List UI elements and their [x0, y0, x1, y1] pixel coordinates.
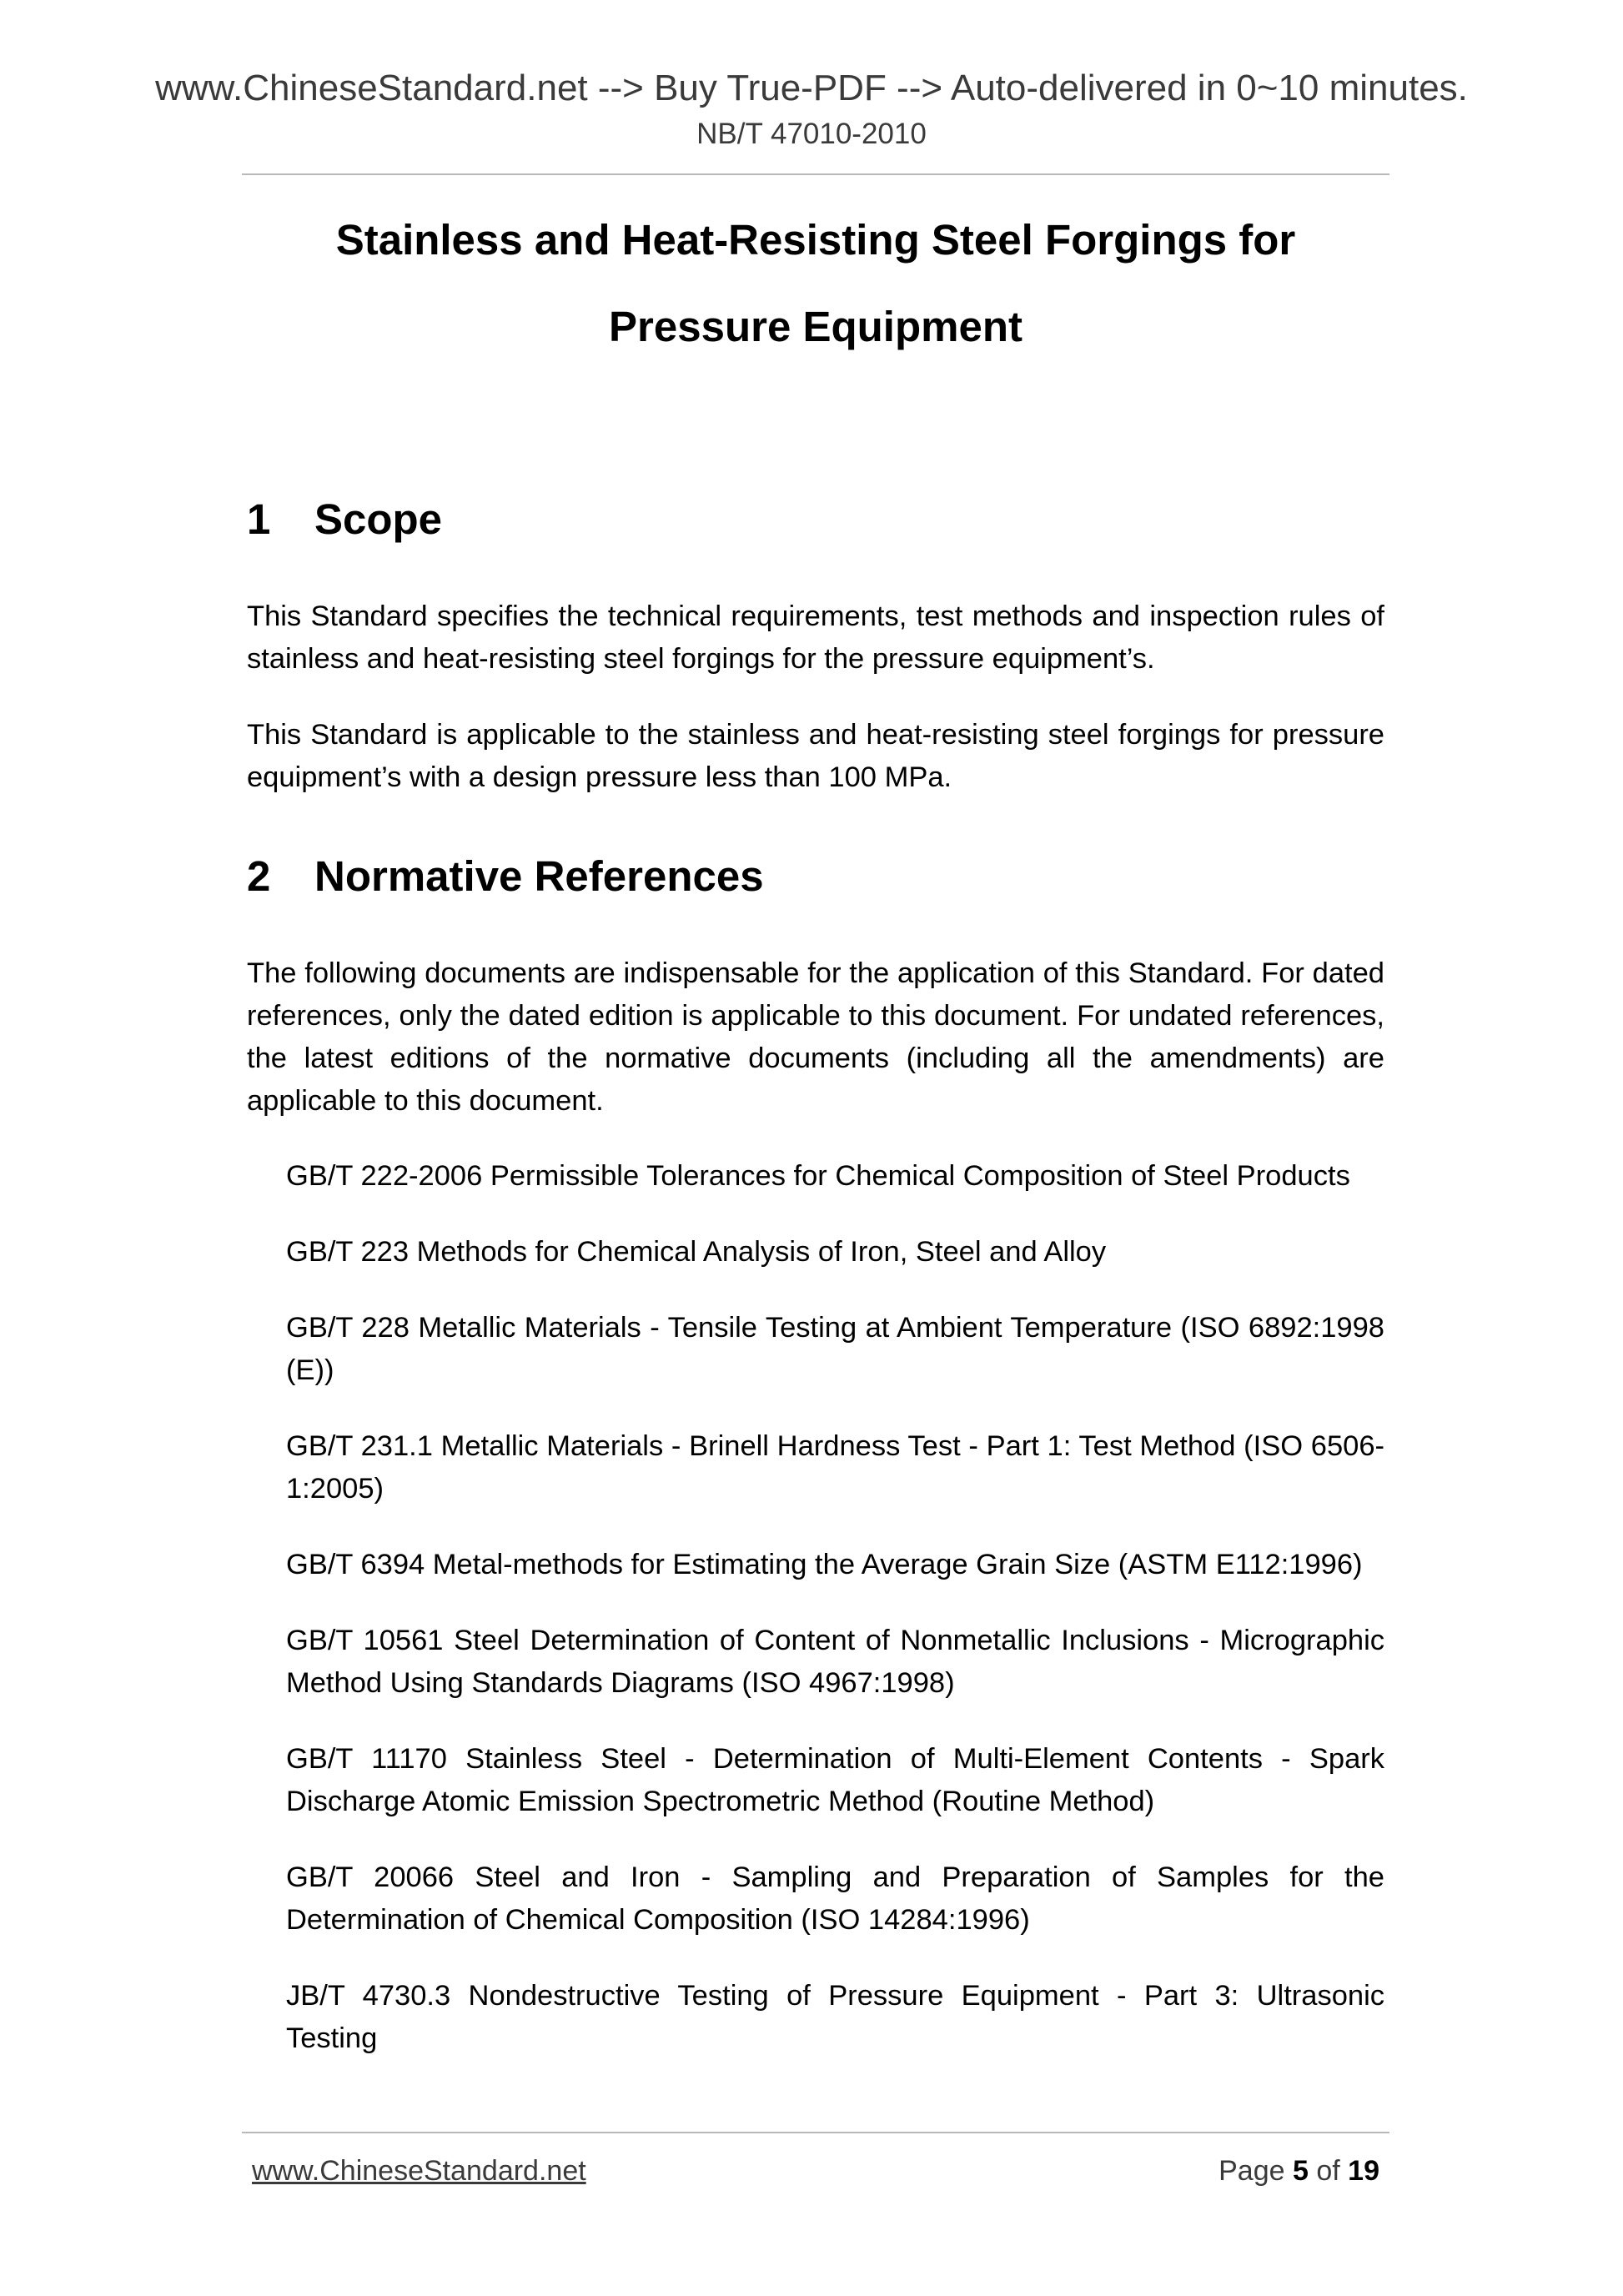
reference-item: GB/T 223 Methods for Chemical Analysis of Iron, Steel and Alloy [286, 1236, 1107, 1268]
header-banner: www.ChineseStandard.net --> Buy True-PDF --> Auto-delivered in 0~10 minutes. [155, 68, 1468, 108]
page-label: Page [1219, 2155, 1285, 2187]
section-number: 1 [247, 495, 271, 543]
reference-item: GB/T 10561 Steel Determination of Content of Nonmetallic Inclusions - Micrographic Method Using Standards Diagrams (ISO 4967:1998) [286, 1625, 1384, 1699]
footer-website-link[interactable]: www.ChineseStandard.net [252, 2155, 586, 2187]
reference-item: GB/T 228 Metallic Materials - Tensile Testing at Ambient Temperature (ISO 6892:1998 (E)) [286, 1312, 1384, 1386]
reference-item: JB/T 4730.3 Nondestructive Testing of Pressure Equipment - Part 3: Ultrasonic Testing [286, 1980, 1384, 2054]
section-title: Scope [314, 495, 443, 543]
references-intro-paragraph: The following documents are indispensable for the application of this Standard. For dated references, only the dated edition is applicable to this document. For undated references, the latest editions of the normative documents (including all the amendments) are applicable to this document. [247, 957, 1384, 1117]
section-heading-normative-references [247, 851, 764, 902]
current-page-number: 5 [1292, 2155, 1309, 2187]
scope-paragraph-1: This Standard specifies the technical requirements, test methods and inspection rules of stainless and heat-resisting steel forgings for the pressure equipment’s. [247, 600, 1384, 675]
reference-item: GB/T 6394 Metal-methods for Estimating the Average Grain Size (ASTM E112:1996) [286, 1549, 1363, 1580]
page-of-label: of [1316, 2155, 1340, 2187]
section-number: 2 [247, 852, 271, 900]
scope-paragraph-2: This Standard is applicable to the stainless and heat-resisting steel forgings for pressure equipment’s with a design pressure less than 100 MPa. [247, 719, 1384, 793]
footer-divider [242, 2132, 1389, 2133]
document-title-line1: Stainless and Heat-Resisting Steel Forgings for [335, 216, 1296, 264]
reference-item: GB/T 222-2006 Permissible Tolerances for Chemical Composition of Steel Products [286, 1160, 1350, 1192]
standard-code: NB/T 47010-2010 [696, 118, 927, 150]
section-heading-scope [247, 494, 442, 545]
document-title-line2: Pressure Equipment [609, 303, 1023, 350]
page-indicator [1219, 2152, 1379, 2190]
header-divider [242, 173, 1389, 175]
reference-item: GB/T 231.1 Metallic Materials - Brinell Hardness Test - Part 1: Test Method (ISO 6506-1:2005) [286, 1430, 1384, 1505]
reference-item: GB/T 20066 Steel and Iron - Sampling and Preparation of Samples for the Determination of Chemical Composition (ISO 14284:1996) [286, 1861, 1384, 1936]
section-title: Normative References [314, 852, 764, 900]
total-pages-number: 19 [1348, 2155, 1379, 2187]
reference-item: GB/T 11170 Stainless Steel - Determination of Multi-Element Contents - Spark Discharge Atomic Emission Spectrometric Method (Routine Method) [286, 1743, 1384, 1817]
